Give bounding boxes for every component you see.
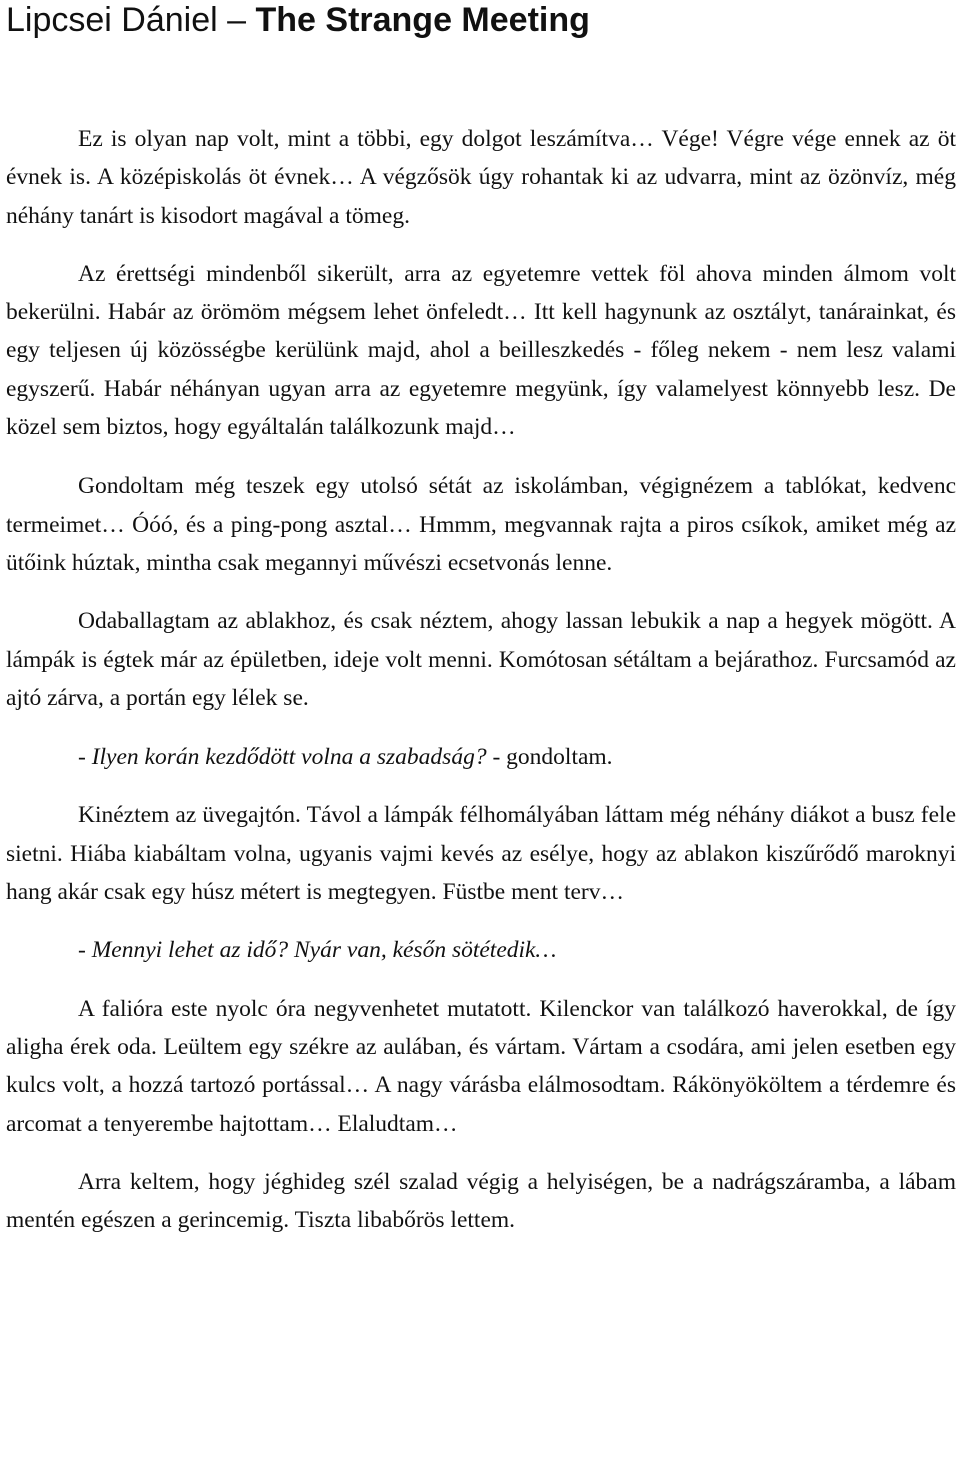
- title-work: The Strange Meeting: [255, 1, 590, 39]
- paragraph-5: Kinéztem az üvegajtón. Távol a lámpák félhomályában láttam még néhány diákot a busz fele sietni. Hiába kiabáltam volna, ugyanis vajmi kevés az esélye, hogy az ablakon kiszűrődő maroknyi hang akár csak egy húsz métert is megtegyen. Füstbe ment terv…: [6, 802, 956, 906]
- title-author: Lipcsei Dániel: [6, 1, 218, 39]
- paragraph-4: Odaballagtam az ablakhoz, és csak néztem, ahogy lassan lebukik a nap a hegyek mögött. A lámpák is égtek már az épületben, ideje volt menni. Komótosan sétáltam a bejárathoz. Furcsamód az ajtó zárva, a portán egy lélek se.: [6, 608, 956, 711]
- dialog-1-italic: Ilyen korán kezdődött volna a szabadság?: [91, 744, 487, 771]
- dialog-1-tail: - gondoltam.: [486, 744, 613, 771]
- dialog-2-ellipsis: …: [535, 937, 557, 964]
- paragraph-7: Arra keltem, hogy jéghideg szél szalad végig a helyiségen, be a nadrágszáramba, a lábam mentén egészen a gerincemig. Tiszta libabőrös lettem.: [6, 1168, 956, 1234]
- document-title: [6, 0, 956, 40]
- title-dash: –: [227, 1, 247, 39]
- paragraph-3: Gondoltam még teszek egy utolsó sétát az iskolámban, végignézem a tablókat, kedvenc termeimet… Óóó, és a ping-pong asztal… Hmmm, megvannak rajta a piros csíkok, amiket még az ütőink húztak, mintha csak megannyi művészi ecsetvonás lenne.: [6, 473, 956, 576]
- dialog-2-dash: -: [78, 937, 92, 964]
- paragraph-2: Az érettségi mindenből sikerült, arra az egyetemre vettek föl ahova minden álmom volt bekerülni. Habár az örömöm mégsem lehet önfeledt… Itt kell hagynunk az osztályt, tanárainkat, és egy teljesen új közösségbe kerülünk majd, ahol a beilleszkedés - főleg nekem - nem lesz valami egyszerű. Habár néhányan ugyan arra az egyetemre megyünk, így valamelyest könnyebb lesz. De közel sem biztos, hogy egyáltalán találkozunk majd…: [6, 260, 956, 441]
- paragraph-1: Ez is olyan nap volt, mint a többi, egy dolgot leszámítva… Vége! Végre vége ennek az öt évnek is. A középiskolás öt évnek… A végzősök úgy rohantak ki az udvarra, mint az özönvíz, még néhány tanárt is kisodort magával a tömeg.: [6, 126, 956, 229]
- dialog-2-italic: Mennyi lehet az idő? Nyár van, későn sötétedik: [91, 937, 536, 964]
- dialog-line-1: [6, 738, 956, 776]
- paragraph-6: A falióra este nyolc óra negyvenhetet mutatott. Kilenckor van találkozó haverokkal, de így aligha érek oda. Leültem egy székre az aulában, és vártam. Vártam a csodára, ami jelen esetben egy kulcs volt, a hozzá tartozó portással… A nagy várásba elálmosodtam. Rákönyököltem a térdemre és arcomat a tenyerembe hajtottam… Elaludtam…: [6, 995, 956, 1137]
- dialog-1-dash: -: [78, 744, 92, 771]
- dialog-line-2: [6, 931, 956, 969]
